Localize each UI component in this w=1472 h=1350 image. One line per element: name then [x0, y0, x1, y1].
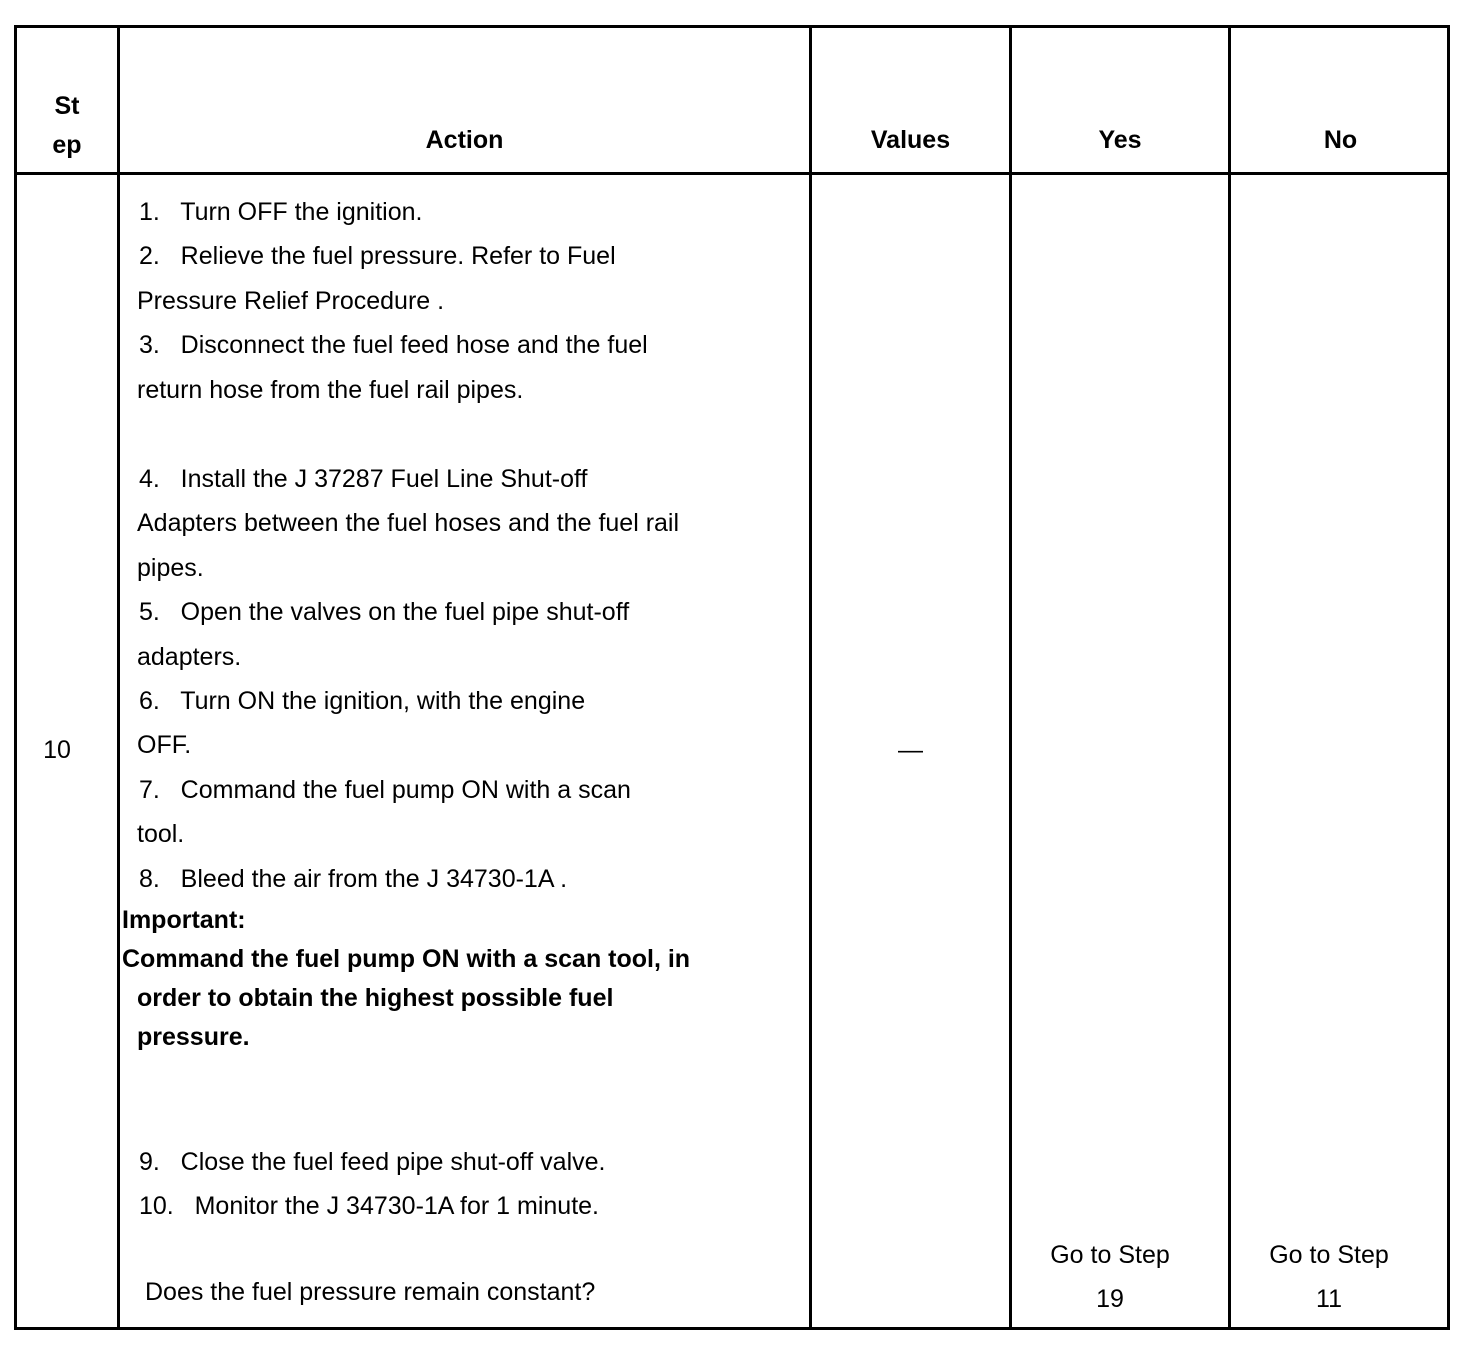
- important-label: Important:: [122, 906, 246, 934]
- action-line: 7. Command the fuel pump ON with a scan: [139, 776, 631, 804]
- header-action: Action: [425, 126, 504, 154]
- action-line: 1. Turn OFF the ignition.: [139, 198, 423, 226]
- diagnostic-table: [14, 25, 1450, 1330]
- column-divider: [809, 28, 812, 1327]
- action-line: return hose from the fuel rail pipes.: [137, 376, 524, 404]
- action-line: 10. Monitor the J 34730-1A for 1 minute.: [139, 1192, 599, 1220]
- important-text: order to obtain the highest possible fuel: [137, 984, 614, 1012]
- no-step-number: 11: [1316, 1285, 1342, 1313]
- action-line: 8. Bleed the air from the J 34730-1A .: [139, 865, 568, 893]
- header-step-line2: ep: [52, 131, 82, 159]
- yes-go-to-label: Go to Step: [1050, 1241, 1170, 1269]
- column-divider: [117, 28, 120, 1327]
- action-line: 3. Disconnect the fuel feed hose and the fuel: [139, 331, 648, 359]
- header-step-line1: St: [54, 92, 80, 120]
- no-cell: [1231, 1233, 1427, 1321]
- header-no: No: [1323, 126, 1358, 154]
- action-line: 6. Turn ON the ignition, with the engine: [139, 687, 586, 715]
- step-number: 10: [43, 736, 71, 764]
- action-line: 5. Open the valves on the fuel pipe shut-off: [139, 598, 630, 626]
- important-text: Command the fuel pump ON with a scan tool, in: [122, 945, 691, 973]
- action-line: tool.: [137, 820, 185, 848]
- values-cell: —: [898, 736, 923, 764]
- header-yes: Yes: [1098, 126, 1142, 154]
- column-divider: [1228, 28, 1231, 1327]
- header-step: [17, 87, 117, 165]
- important-text: pressure.: [137, 1023, 250, 1051]
- action-line: 2. Relieve the fuel pressure. Refer to Fuel: [139, 242, 616, 270]
- action-cell: [122, 28, 805, 1328]
- action-line: adapters.: [137, 643, 242, 671]
- header-values: Values: [870, 126, 951, 154]
- question-text: Does the fuel pressure remain constant?: [145, 1278, 596, 1306]
- column-divider: [1009, 28, 1012, 1327]
- action-line: Pressure Relief Procedure .: [137, 287, 445, 315]
- no-go-to-label: Go to Step: [1269, 1241, 1389, 1269]
- yes-cell: [1012, 1233, 1208, 1321]
- action-line: 9. Close the fuel feed pipe shut-off valve.: [139, 1148, 606, 1176]
- action-line: OFF.: [137, 731, 192, 759]
- action-line: 4. Install the J 37287 Fuel Line Shut-off: [139, 465, 588, 493]
- action-line: Adapters between the fuel hoses and the fuel rail: [137, 509, 680, 537]
- action-line: pipes.: [137, 554, 204, 582]
- yes-step-number: 19: [1096, 1285, 1124, 1313]
